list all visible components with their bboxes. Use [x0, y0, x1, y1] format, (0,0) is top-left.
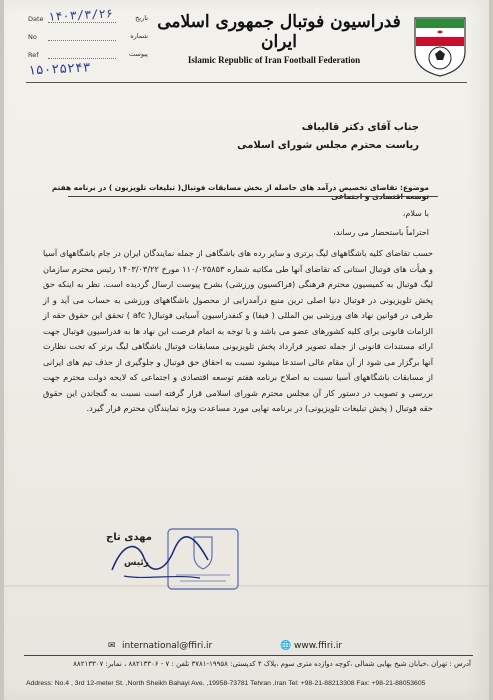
respect-line: احتراماً باستحضار می رساند،	[333, 228, 429, 237]
letter-subject: موضوع: تقاضای تخصیص درآمد های حاصله از بخش مسابقات فوتبال( تبلیغات تلویزیون ) در برنامه هفتم توسعه اقتصادی و اجتماعی	[51, 183, 429, 201]
no-label-en: No	[28, 33, 37, 41]
email-icon: ✉	[108, 641, 116, 651]
org-name-en: Islamic Republic of Iran Football Federation	[187, 55, 361, 65]
no-label-fa: شماره	[130, 32, 148, 40]
signature-title: رئیس	[124, 558, 149, 568]
letter-body	[43, 246, 433, 417]
subject-underline	[68, 196, 438, 197]
ref-label-fa: پیوست	[129, 50, 148, 58]
ref-number-field	[27, 60, 148, 82]
date-label-en: Date	[28, 15, 44, 23]
number-field	[28, 28, 148, 46]
date-label-fa: تاریخ	[135, 14, 148, 22]
footer-website: www.ffiri.ir	[294, 641, 343, 651]
addressee-line-1: جناب آقای دکتر قالیباف	[301, 122, 419, 133]
letter-page	[4, 0, 489, 700]
greeting: با سلام،	[402, 209, 429, 218]
footer-address-fa: آدرس : تهران ،خیابان شیخ بهایی شمالی ،کوچه دوازده متری سوم ،پلاک ۴ کدپستی: ۱۹۹۵۸-۳۷۸۱ تلفن : ۷ - ۸۸۲۱۳۳۰۶ ، نمابر: ۸۸۲۱۳۳۰۷	[73, 660, 471, 668]
letter-meta	[27, 6, 148, 82]
footer-address-en: Address: No.4 , 3rd 12-meter St. ,North Sheikh Bahayi Ave. ,19958-73781 Tehran ,Iran Tel: +98-21-88213308 Fax: +98-21-88053605	[26, 680, 426, 687]
body-paragraph: حسب تقاضای کلیه باشگاههای لیگ برتری و سایر رده های باشگاهی از جمله نمایندگان ایران در جام باشگاههای آسیا و هیأت های فوتبال استانی که تقاضای آنها طی مکاتبه شماره ۱۱۰/۰۲۵۸۵۳ مورخ ۱۴۰۳/۰۳/۲۲ رئیس محترم سازمان لیگ فوتبال به کمیسیون محترم فرهنگی (فراکسیون ورزشی) بشرح پیوست ارسال گردیده است. نظر به اینکه حق پخش تلویزیونی در فوتبال دنیا اصلی ترین منبع درآمدزایی از محصول باشگاههای ورزشی به حساب می آید و از طرفی در قوانین نهاد های ورزشی بین المللی ( فیفا) و کنفدراسیون آسیایی فوتبال( afc ) تحقق این حقوق حقه از الزامات قانونی برای کلیه کشورهای عضو می باشد و با توجه به اتمام فرصت این نهاد ها به فدراسیون فوتبال جهت ارائه مستندات قانونی از جمله تصویر قرارداد پخش تلویزیونی مسابقات فوتبال باشگاهی لیگ برتر که تحت نظارت آنها برگزار می شود از آن مقام عالی استدعا میشود نسبت به احقاق حق فوتبال و جلوگیری از حذف تیم های ایرانی از مسابقات باشگاههای آسیا نسبت به اصلاح برنامه هفتم توسعه اقتصادی و اجتماعی که لایحه دولت محترم جهت بررسی و تصویب در دستور کار آن مجلس محترم شورای اسلامی قرار گرفته است نسبت به گنجاندن این حقوق حقه فوتبال ( پخش تبلیغات تلویزیونی) در برنامه نهایی مورد مساعدت ویژه نمایندگان محترم قرار گیرد.	[43, 248, 433, 413]
footer-email: international@ffiri.ir	[122, 641, 213, 651]
iran-football-federation-emblem-icon	[409, 14, 471, 78]
globe-icon: 🌐	[280, 641, 292, 651]
addressee-line-2: ریاست محترم مجلس شورای اسلامی	[237, 140, 419, 151]
org-name-fa: فدراسیون فوتبال جمهوری اسلامی ایران	[157, 12, 401, 52]
date-value: ۱۴۰۳/۳/۲۶	[47, 6, 114, 24]
footer-separator	[24, 655, 473, 656]
signature-name: مهدی تاج	[106, 532, 152, 543]
ref-line	[48, 58, 116, 59]
header-separator	[26, 82, 467, 83]
date-field	[28, 6, 148, 28]
ref-label-en: Ref	[28, 51, 39, 59]
paper-fold	[4, 585, 489, 588]
ref-value: ۱۵۰۲۵۲۴۳	[27, 60, 91, 79]
no-line	[48, 40, 116, 41]
